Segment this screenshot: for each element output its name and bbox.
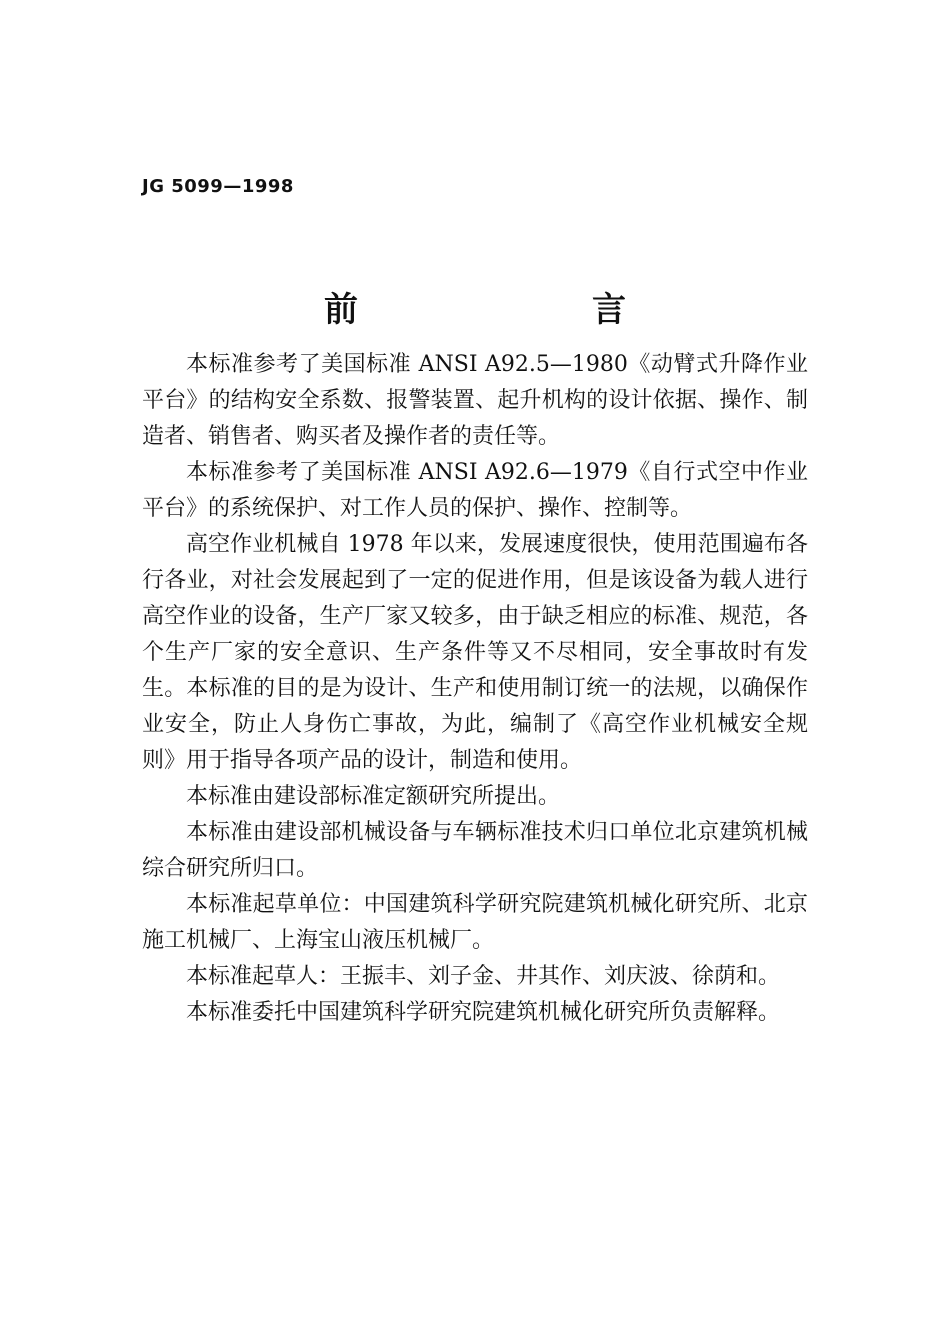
paragraph: 本标准起草人：王振丰、刘子金、井其作、刘庆波、徐荫和。 (186, 964, 781, 989)
paragraph: 本标准委托中国建筑科学研究院建筑机械化研究所负责解释。 (186, 1000, 781, 1025)
paragraph: 本标准起草单位：中国建筑科学研究院建筑机械化研究所、北京施工机械厂、上海宝山液压机械厂。 (142, 892, 808, 953)
paragraph: 本标准参考了美国标准 ANSI A92.5—1980《动臂式升降作业平台》的结构安全系数、报警装置、起升机构的设计依据、操作、制造者、销售者、购买者及操作者的责任等。 (142, 352, 808, 449)
paragraph: 高空作业机械自 1978 年以来，发展速度很快，使用范围遍布各行各业，对社会发展起到了一定的促进作用，但是该设备为载人进行高空作业的设备，生产厂家又较多，由于缺乏相应的标准、规范，各个生产厂家的安全意识、生产条件等又不尽相同，安全事故时有发生。本标准的目的是为设计、生产和使用制订统一的法规，以确保作业安全，防止人身伤亡事故，为此，编制了《高空作业机械安全规则》用于指导各项产品的设计，制造和使用。 (142, 532, 808, 773)
paragraph: 本标准由建设部标准定额研究所提出。 (186, 784, 561, 809)
page-title: 前 言 (324, 290, 726, 330)
standard-code: JG 5099—1998 (142, 176, 294, 197)
paragraph: 本标准参考了美国标准 ANSI A92.6—1979《自行式空中作业平台》的系统保护、对工作人员的保护、操作、控制等。 (142, 460, 808, 521)
foreword-body (142, 347, 808, 1031)
paragraph: 本标准由建设部机械设备与车辆标准技术归口单位北京建筑机械综合研究所归口。 (142, 820, 808, 881)
